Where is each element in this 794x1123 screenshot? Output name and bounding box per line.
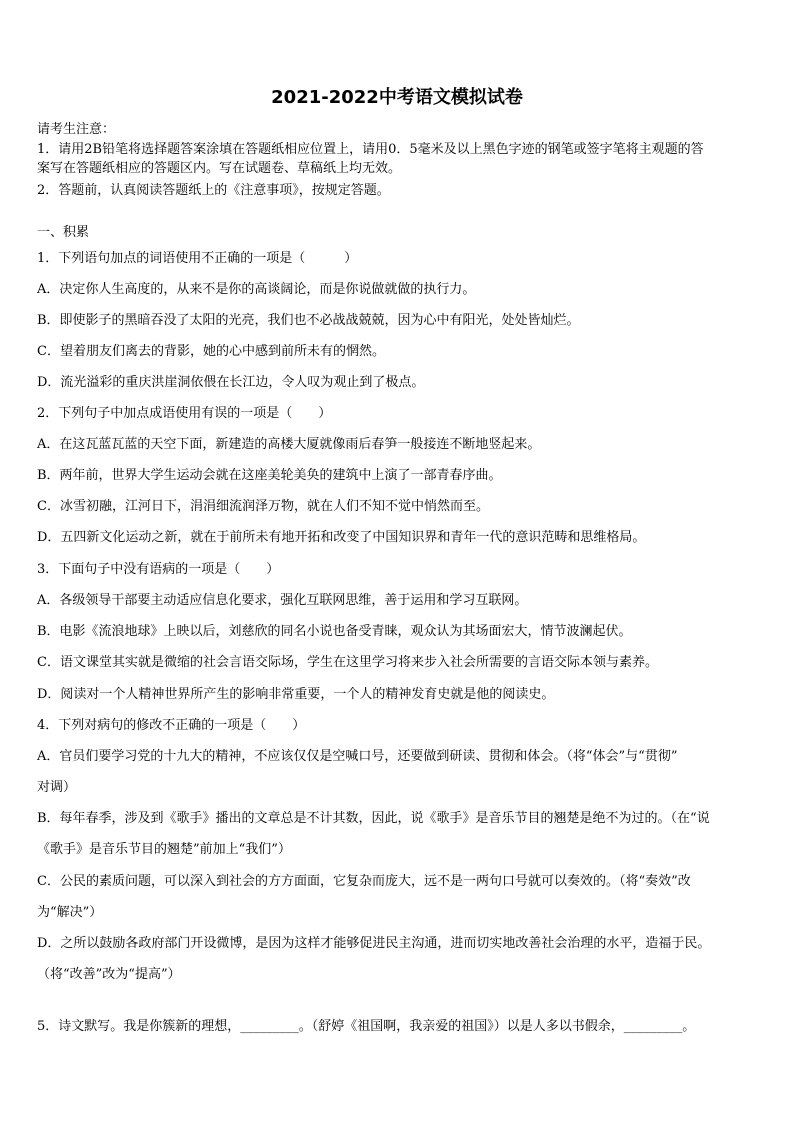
question-3-option-b: B．电影《流浪地球》上映以后，刘慈欣的同名小说也备受青睐，观众认为其场面宏大，情节波澜起伏。	[37, 624, 632, 639]
question-2-stem: 2．下列句子中加点成语使用有误的一项是（ ）	[37, 406, 332, 421]
question-5-stem: 5．诗文默写。我是你簇新的理想，_________。（舒婷《祖国啊，我亲爱的祖国》）以是人多以书假余，_________。	[37, 1019, 696, 1034]
question-2-option-a: A．在这瓦蓝瓦蓝的天空下面，新建造的高楼大厦就像雨后春笋一般接连不断地竖起来。	[37, 437, 541, 452]
question-3-stem: 3．下面句子中没有语病的一项是（ ）	[37, 562, 280, 577]
notice-heading: 请考生注意：	[37, 122, 116, 137]
question-1-option-b: B．即使影子的黑暗吞没了太阳的光亮，我们也不必战战兢兢，因为心中有阳光，处处皆灿烂。	[37, 313, 580, 328]
question-1-stem: 1．下列语句加点的词语使用不正确的一项是（ ）	[37, 251, 358, 266]
question-2-option-c: C．冰雪初融，江河日下，涓涓细流润泽万物，就在人们不知不觉中悄然而至。	[37, 499, 489, 514]
question-4-option-b-line-2: 《歌手》是音乐节目的翘楚”前加上“我们”）	[37, 842, 291, 857]
question-3-option-c: C．语文课堂其实就是微缩的社会言语交际场，学生在这里学习将来步入社会所需要的言语交际本领与素养。	[37, 655, 658, 670]
question-4-option-c-line-2: 为“解决”）	[37, 905, 103, 920]
question-4-option-b-line-1: B．每年春季，涉及到《歌手》播出的文章总是不计其数，因此，说《歌手》是音乐节目的翘楚是绝不为过的。（在“说	[37, 811, 710, 826]
notice-item-1-line-2: 案写在答题纸相应的答题区内。写在试题卷、草稿纸上均无效。	[37, 161, 402, 176]
question-1-option-c: C．望着朋友们离去的背影，她的心中感到前所未有的惘然。	[37, 344, 385, 359]
question-4-option-d-line-1: D．之所以鼓励各政府部门开设微博，是因为这样才能够促进民主沟通，进而切实地改善社会治理的水平，造福于民。	[37, 936, 711, 951]
question-1-option-d: D．流光溢彩的重庆洪崖洞依偎在长江边，令人叹为观止到了极点。	[37, 375, 425, 390]
question-4-option-a-line-1: A．官员们要学习党的十九大的精神，不应该仅仅是空喊口号，还要做到研读、贯彻和体会。（将“体会”与“贯彻”	[37, 749, 678, 764]
question-4-option-c-line-1: C．公民的素质问题，可以深入到社会的方方面面，它复杂而庞大，远不是一两句口号就可以奏效的。（将“奏效”改	[37, 874, 691, 889]
exam-title: 2021-2022中考语文模拟试卷	[271, 87, 523, 108]
question-4-option-a-line-2: 对调）	[37, 780, 77, 795]
question-1-option-a: A．决定你人生高度的，从来不是你的高谈阔论，而是你说做就做的执行力。	[37, 282, 476, 297]
question-3-option-d: D．阅读对一个人精神世界所产生的影响非常重要，一个人的精神发育史就是他的阅读史。	[37, 687, 555, 702]
notice-item-2: 2．答题前，认真阅读答题纸上的《注意事项》，按规定答题。	[37, 183, 390, 198]
question-3-option-a: A．各级领导干部要主动适应信息化要求，强化互联网思维，善于运用和学习互联网。	[37, 593, 528, 608]
question-2-option-d: D．五四新文化运动之新，就在于前所未有地开拓和改变了中国知识界和青年一代的意识范畴和思维格局。	[37, 530, 646, 545]
question-4-stem: 4．下列对病句的修改不正确的一项是（ ）	[37, 718, 306, 733]
section-heading-accumulation: 一、积累	[37, 225, 90, 240]
question-2-option-b: B．两年前，世界大学生运动会就在这座美轮美奂的建筑中上演了一部青春序曲。	[37, 468, 502, 483]
question-4-option-d-line-2: （将“改善”改为“提高”）	[37, 967, 181, 982]
notice-item-1-line-1: 1．请用2B铅笔将选择题答案涂填在答题纸相应位置上，请用0．5毫米及以上黑色字迹的钢笔或签字笔将主观题的答	[37, 142, 704, 157]
